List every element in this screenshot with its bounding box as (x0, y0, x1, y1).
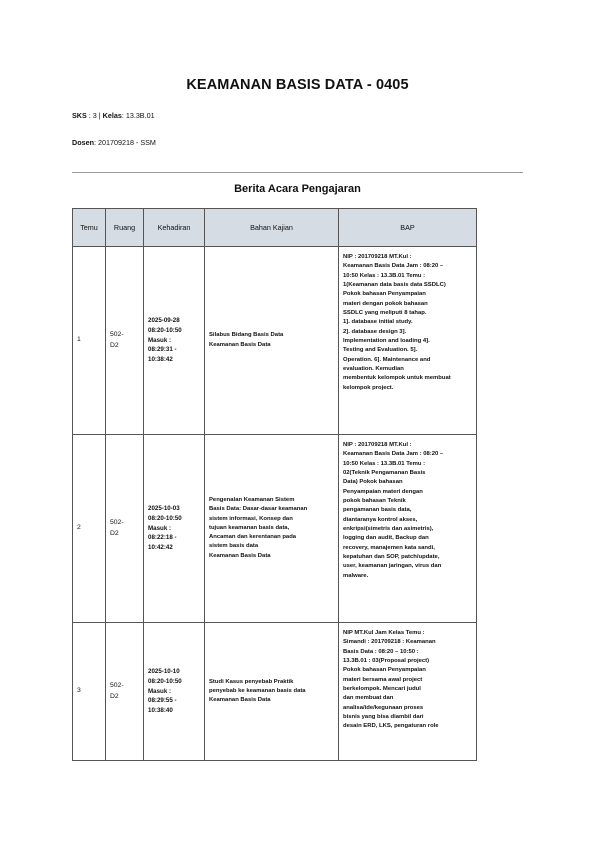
cell-kehadiran: 2025-10-10 08:20-10:50 Masuk : 08:29:55 - 10:38:40 (144, 623, 205, 761)
cell-kehadiran: 2025-10-03 08:20-10:50 Masuk : 08:22:18 - 10:42:42 (144, 435, 205, 623)
page-title: KEAMANAN BASIS DATA - 0405 (186, 77, 409, 93)
section-title: Berita Acara Pengajaran (234, 183, 361, 195)
cell-bap: NIP : 201709218 MT.Kul : Keamanan Basis Data Jam : 08:20 – 10:50 Kelas : 13.3B.01 Temu : 1(Keamanan data basis data SSDLC) Pokok bahasan Penyampaian materi dengan pokok bahasan SSDLC yang meliputi 8 tahap. 1]. database initial study. 2]. database design 3]. Implementation and loading 4]. Testing and Evaluation. 5]. Operation. 6]. Maintenance and evaluation. Kemudian membentuk kelompok untuk membuat kelompok project. (339, 247, 477, 435)
cell-bahan-kajian: Pengenalan Keamanan Sistem Basis Data: Dasar-dasar keamanan sistem informasi, Konsep dan tujuan keamanan basis data, Ancaman dan kerentanan pada sistem basis data Keamanan Basis Data (205, 435, 339, 623)
column-header-temu: Temu (73, 209, 106, 247)
divider (72, 172, 523, 173)
course-meta (72, 111, 155, 120)
cell-bahan-kajian: Silabus Bidang Basis Data Keamanan Basis Data (205, 247, 339, 435)
table-row (73, 435, 477, 623)
cell-kehadiran: 2025-09-28 08:20-10:50 Masuk : 08:29:31 - 10:38:42 (144, 247, 205, 435)
table-row (73, 623, 477, 761)
dosen-value: : 201709218 - SSM (93, 138, 156, 147)
kelas-label: Kelas (102, 111, 122, 120)
cell-ruang: 502- D2 (106, 435, 144, 623)
table-row (73, 247, 477, 435)
column-header-bahan-kajian: Bahan Kajian (205, 209, 339, 247)
sks-label: SKS (72, 111, 87, 120)
cell-ruang: 502- D2 (106, 623, 144, 761)
cell-bap: NIP : 201709218 MT.Kul : Keamanan Basis Data Jam : 08:20 – 10:50 Kelas : 13.3B.01 Temu : 02(Teknik Pengamanan Basis Data) Pokok bahasan Penyampaian materi dengan pokok bahasan Teknik pengamanan basis data, diantaranya kontrol akses, enkripsi(simetris dan asimetris), logging dan audit, Backup dan recovery, manajemen kata sandi, kepatuhan dan SOP, patch/update, user, keamanan jaringan, virus dan malware. (339, 435, 477, 623)
cell-ruang: 502- D2 (106, 247, 144, 435)
cell-temu: 2 (73, 435, 106, 623)
column-header-kehadiran: Kehadiran (144, 209, 205, 247)
kelas-value: : 13.3B.01 (121, 111, 155, 120)
cell-bap: NIP MT.Kul Jam Kelas Temu : Simandi : 201709218 : Keamanan Basis Data : 08:20 – 10:50 : 13.3B.01 : 03(Proposal project) Pokok bahasan Penyampaian materi bersama awal project berkelompok. Mencari judul dan membuat dan analisa/ide/kegunaan proses bisnis yang bisa diambil dari desain ERD, LKS, pengaturan role (339, 623, 477, 761)
sks-value: : 3 | (88, 111, 101, 120)
teaching-record-table (72, 208, 477, 761)
column-header-ruang: Ruang (106, 209, 144, 247)
lecturer-meta (72, 138, 156, 147)
cell-bahan-kajian: Studi Kasus penyebab Praktik penyebab ke keamanan basis data Keamanan Basis Data (205, 623, 339, 761)
column-header-bap: BAP (339, 209, 477, 247)
cell-temu: 1 (73, 247, 106, 435)
table-header-row (73, 209, 477, 247)
cell-temu: 3 (73, 623, 106, 761)
dosen-label: Dosen (72, 138, 94, 147)
